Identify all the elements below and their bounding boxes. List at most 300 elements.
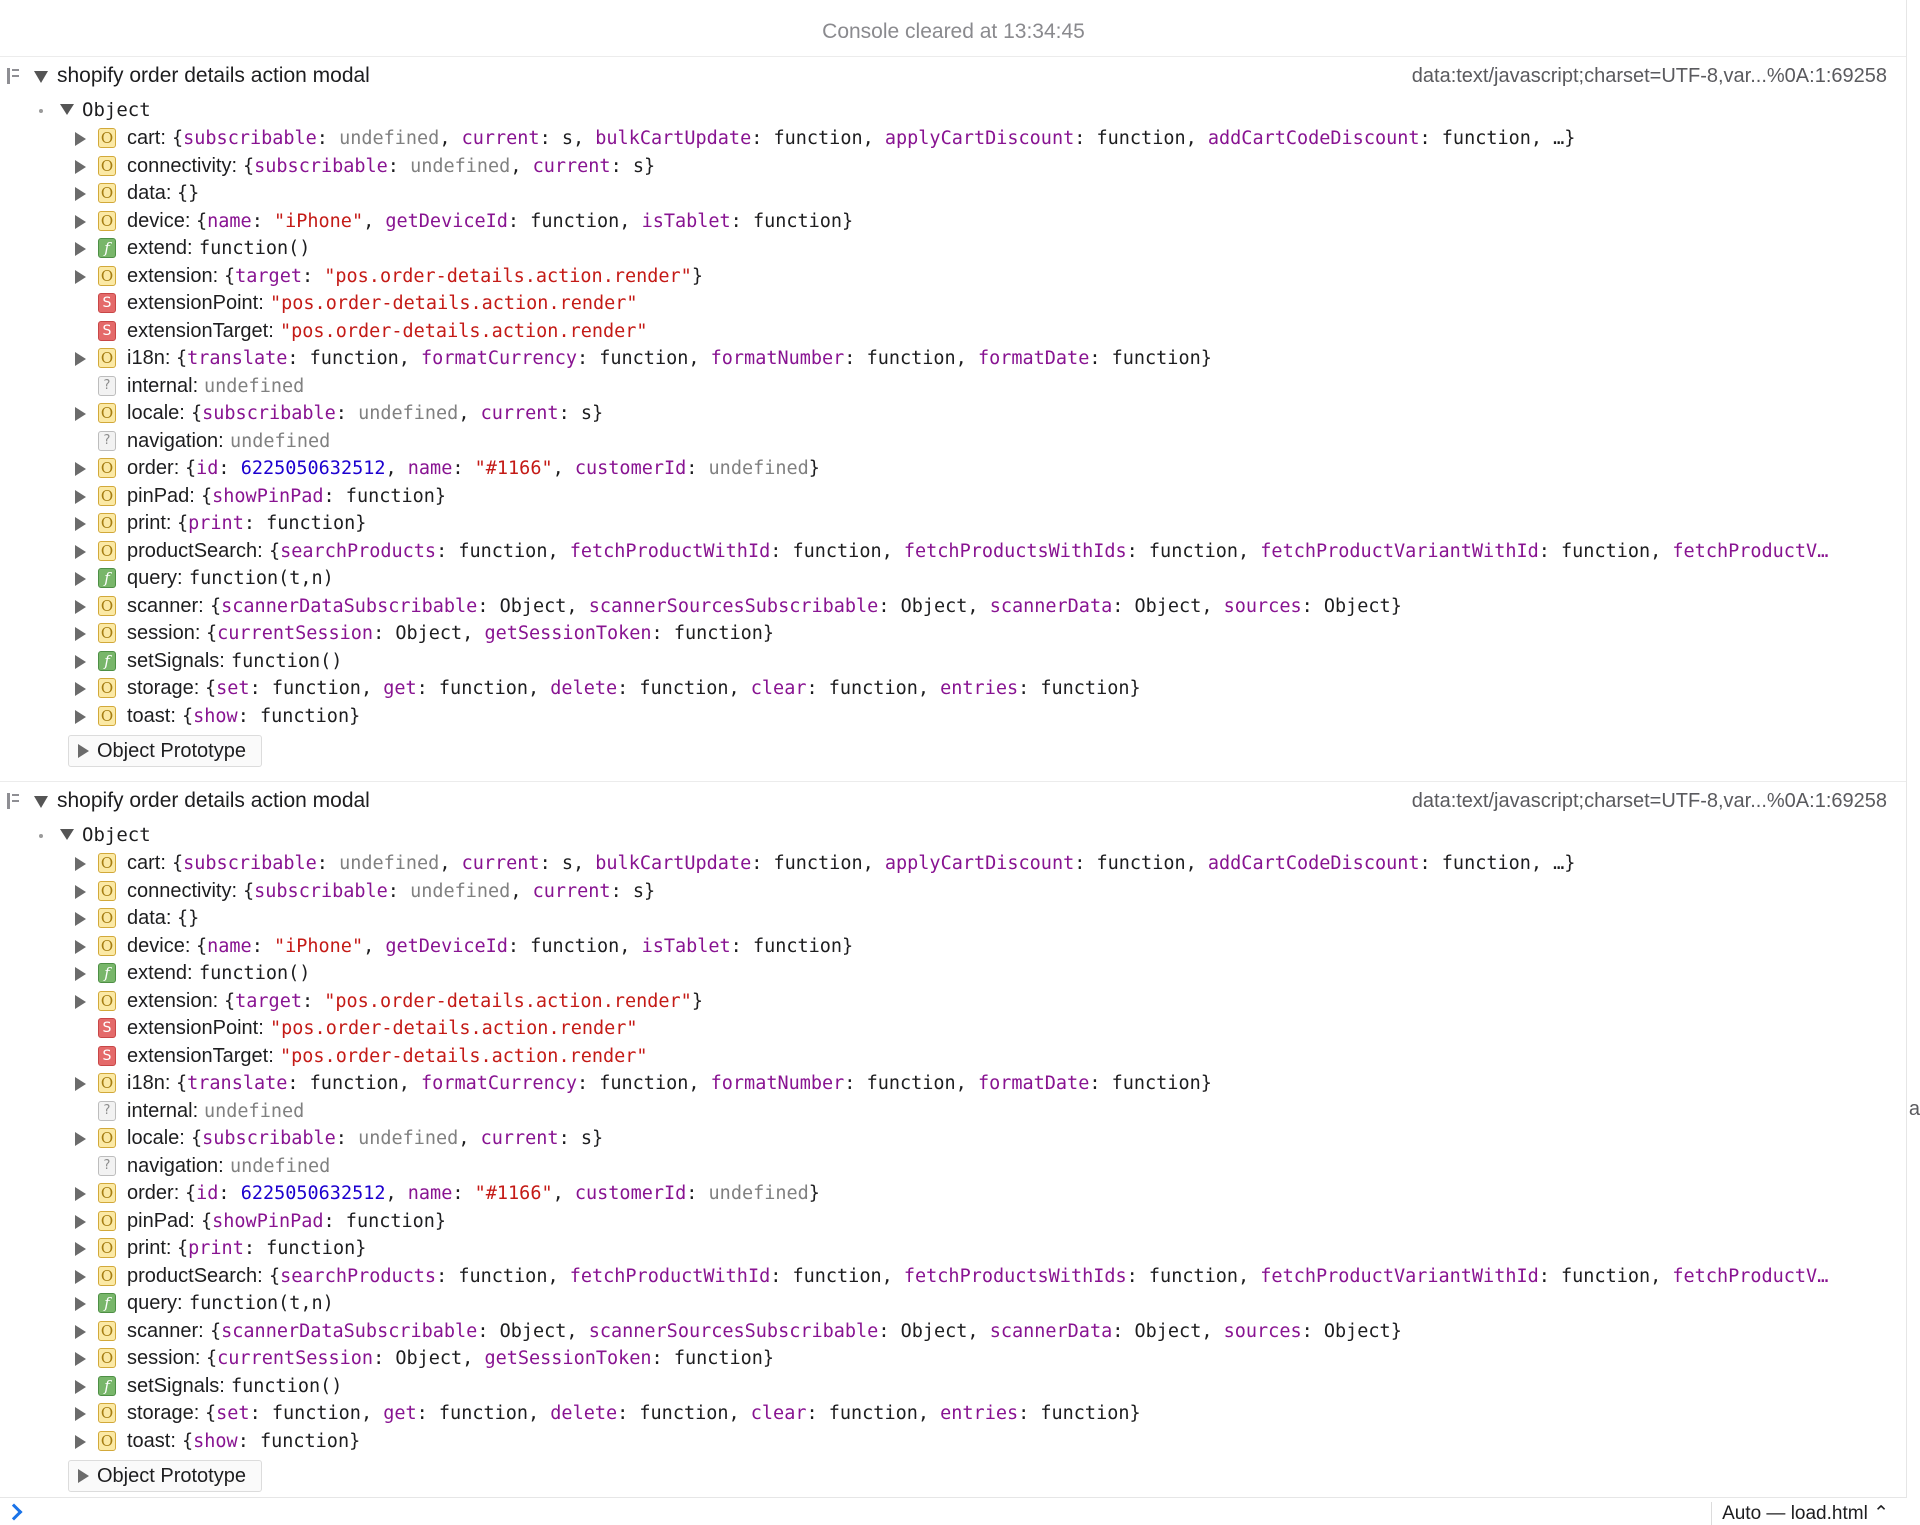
side-panel-edge-text: a xyxy=(1908,1098,1920,1120)
object-property-row[interactable] xyxy=(0,593,1907,621)
value-token: : xyxy=(452,458,475,479)
property-value xyxy=(270,1015,1877,1043)
type-badge-icon: O xyxy=(98,853,116,873)
value-token: : function, xyxy=(287,348,422,369)
object-property-row[interactable] xyxy=(0,455,1907,483)
expand-triangle-icon[interactable] xyxy=(75,490,86,504)
value-token: formatNumber xyxy=(710,348,845,369)
value-token: fetchProductVariantWithId xyxy=(1260,1265,1539,1287)
object-property-row[interactable] xyxy=(0,263,1907,291)
log-entry-header[interactable] xyxy=(0,57,1907,95)
value-token: : function, xyxy=(287,1073,422,1094)
expand-triangle-icon[interactable] xyxy=(75,885,86,899)
value-token: set xyxy=(216,678,250,699)
object-property-row[interactable] xyxy=(0,905,1907,933)
value-token: : function, xyxy=(806,678,941,699)
object-property-row[interactable] xyxy=(0,1373,1907,1401)
value-token: { xyxy=(172,128,184,149)
object-property-row[interactable] xyxy=(0,1180,1907,1208)
property-value xyxy=(189,1290,1877,1318)
value-token: id xyxy=(196,1183,219,1204)
value-token: current xyxy=(532,155,611,177)
value-token: { xyxy=(191,403,203,424)
object-property-row xyxy=(0,290,1907,318)
object-property-row[interactable] xyxy=(0,933,1907,961)
value-token: current xyxy=(461,128,540,149)
value-token: fetchProductV… xyxy=(1672,1265,1829,1287)
prompt-chevron-icon xyxy=(6,1504,23,1521)
value-token: scannerData xyxy=(989,595,1113,617)
expand-triangle-icon[interactable] xyxy=(75,1435,86,1449)
value-token: : xyxy=(686,1183,709,1204)
value-token: } xyxy=(808,458,820,479)
expand-triangle-icon[interactable] xyxy=(75,1297,86,1311)
value-token: function() xyxy=(231,650,343,672)
object-property-row[interactable] xyxy=(0,675,1907,703)
value-token: : xyxy=(387,880,411,902)
expand-triangle-icon[interactable] xyxy=(78,744,89,758)
value-token: : function} xyxy=(237,705,361,727)
value-token: "pos.order-details.action.render" xyxy=(280,1045,648,1067)
value-token: : Object, xyxy=(878,1320,990,1342)
expand-triangle-icon[interactable] xyxy=(75,1270,86,1284)
property-value xyxy=(201,483,1877,511)
type-badge-icon: S xyxy=(98,321,116,341)
value-token: id xyxy=(196,458,219,479)
expand-triangle-icon[interactable] xyxy=(75,1352,86,1366)
object-property-row[interactable] xyxy=(0,1318,1907,1346)
expand-triangle-icon[interactable] xyxy=(75,655,86,669)
property-name: query: xyxy=(127,567,183,589)
expand-triangle-icon[interactable] xyxy=(78,1469,89,1483)
value-token: subscribable xyxy=(254,155,388,177)
expand-triangle-icon[interactable] xyxy=(75,187,86,201)
value-token: searchProducts xyxy=(280,540,437,562)
object-property-row[interactable] xyxy=(0,620,1907,648)
collapse-triangle-icon[interactable] xyxy=(60,829,74,840)
value-token: addCartCodeDiscount xyxy=(1207,853,1420,874)
value-token: , xyxy=(385,458,408,479)
value-token: : function} xyxy=(1018,678,1141,699)
type-badge-icon: O xyxy=(98,1128,116,1148)
value-token: {} xyxy=(177,908,200,929)
type-badge-icon: ? xyxy=(98,376,116,396)
property-value xyxy=(224,988,1877,1016)
value-token: : s, xyxy=(539,853,596,874)
value-token: : function, xyxy=(1126,1265,1261,1287)
property-name: connectivity: xyxy=(127,879,238,902)
value-token: undefined xyxy=(339,853,440,874)
object-property-row[interactable] xyxy=(0,1263,1907,1291)
value-token: : function} xyxy=(323,485,447,507)
value-token: { xyxy=(185,1183,197,1204)
value-token: : function, xyxy=(576,1073,711,1094)
type-badge-icon: f xyxy=(98,1293,116,1313)
type-badge-icon: S xyxy=(98,1018,116,1038)
object-property-row[interactable] xyxy=(0,208,1907,236)
collapse-triangle-icon[interactable] xyxy=(60,104,74,115)
value-token: { xyxy=(176,348,188,369)
property-value xyxy=(201,1208,1877,1236)
property-name: navigation: xyxy=(127,429,224,452)
type-badge-icon: S xyxy=(98,293,116,313)
value-token: getDeviceId xyxy=(385,935,508,957)
property-value xyxy=(199,235,1877,263)
value-token: undefined xyxy=(230,1155,331,1177)
value-token: { xyxy=(224,265,236,287)
value-token: { xyxy=(201,1210,213,1232)
object-property-row[interactable] xyxy=(0,960,1907,988)
object-property-row[interactable] xyxy=(0,153,1907,181)
value-token: customerId xyxy=(574,1183,687,1204)
expand-triangle-icon[interactable] xyxy=(75,940,86,954)
expand-triangle-icon[interactable] xyxy=(75,160,86,174)
type-badge-icon: f xyxy=(98,963,116,983)
value-token: name xyxy=(407,1183,453,1204)
type-badge-icon: O xyxy=(98,678,116,698)
value-token: : function} xyxy=(1089,348,1212,369)
value-token: { xyxy=(201,485,213,507)
log-entry-source-link[interactable]: data:text/javascript;charset=UTF-8,var...%0A:1:69258 xyxy=(1411,790,1887,812)
object-property-row xyxy=(0,1153,1907,1181)
property-name: extensionTarget: xyxy=(127,319,274,342)
object-property-row[interactable] xyxy=(0,1208,1907,1236)
value-token: target xyxy=(235,265,302,287)
property-name: scanner: xyxy=(127,594,204,617)
property-name: internal: xyxy=(127,374,199,397)
value-token: "pos.order-details.action.render" xyxy=(270,293,638,314)
value-token: target xyxy=(235,990,302,1012)
expand-triangle-icon[interactable] xyxy=(75,270,86,284)
expand-triangle-icon[interactable] xyxy=(75,132,86,146)
prototype-label: Object Prototype xyxy=(97,1465,246,1487)
expand-triangle-icon[interactable] xyxy=(75,1215,86,1229)
vertical-scrollbar[interactable] xyxy=(1906,0,1920,1524)
value-token: scannerSourcesSubscribable xyxy=(588,595,879,617)
value-token: : Object, xyxy=(373,1348,485,1369)
value-token: : function, xyxy=(436,540,570,562)
property-name: storage: xyxy=(127,1402,200,1424)
value-token: { xyxy=(196,210,208,232)
expand-triangle-icon[interactable] xyxy=(75,710,86,724)
value-token: : function, …} xyxy=(1419,853,1576,874)
object-property-row[interactable] xyxy=(0,345,1907,373)
property-name: cart: xyxy=(127,127,166,149)
property-value xyxy=(210,1318,1877,1346)
value-token: : Object, xyxy=(1112,595,1224,617)
property-value xyxy=(231,1373,1877,1401)
property-value xyxy=(269,538,1877,566)
value-token: : Object, xyxy=(878,595,990,617)
log-entry-source-link[interactable]: data:text/javascript;charset=UTF-8,var...%0A:1:69258 xyxy=(1411,65,1887,87)
value-token: , xyxy=(510,155,533,177)
type-badge-icon: O xyxy=(98,541,116,561)
expand-triangle-icon[interactable] xyxy=(75,912,86,926)
property-value xyxy=(243,878,1877,906)
type-badge-icon: O xyxy=(98,1238,116,1258)
value-token: : function, xyxy=(249,678,384,699)
property-value xyxy=(205,1400,1877,1428)
property-value xyxy=(230,428,1877,456)
type-badge-icon: f xyxy=(98,1376,116,1396)
collapse-triangle-icon[interactable] xyxy=(34,796,48,808)
value-token: { xyxy=(243,880,255,902)
type-badge-icon: f xyxy=(98,238,116,258)
type-badge-icon: O xyxy=(98,1073,116,1093)
value-token: : function, xyxy=(1538,1265,1673,1287)
object-prototype-toggle[interactable] xyxy=(68,735,262,767)
expand-triangle-icon[interactable] xyxy=(75,682,86,696)
value-token: { xyxy=(182,1430,194,1452)
value-token: formatDate xyxy=(977,348,1090,369)
value-token: current xyxy=(461,853,540,874)
log-entry-header[interactable] xyxy=(0,782,1907,820)
value-token: : function, xyxy=(617,678,751,699)
value-token: : function, xyxy=(844,348,978,369)
value-token: bulkCartUpdate xyxy=(595,853,752,874)
object-property-row[interactable] xyxy=(0,125,1907,153)
value-token: : function} xyxy=(730,935,854,957)
value-token: subscribable xyxy=(254,880,388,902)
value-token: : xyxy=(316,128,340,149)
value-token: { xyxy=(269,540,281,562)
value-token: , xyxy=(439,128,462,149)
value-token: : function, xyxy=(751,128,885,149)
value-token: name xyxy=(207,935,252,957)
expand-triangle-icon[interactable] xyxy=(75,857,86,871)
property-name: print: xyxy=(127,512,172,534)
value-token: : xyxy=(335,403,359,424)
value-token: name xyxy=(407,458,453,479)
property-name: extensionPoint: xyxy=(127,1017,264,1039)
object-prototype-toggle[interactable] xyxy=(68,1460,262,1492)
object-property-row[interactable] xyxy=(0,850,1907,878)
property-name: pinPad: xyxy=(127,1209,195,1232)
value-token: : xyxy=(301,990,325,1012)
object-property-row[interactable] xyxy=(0,483,1907,511)
type-badge-icon: ? xyxy=(98,1156,116,1176)
type-badge-icon: O xyxy=(98,1431,116,1451)
type-badge-icon: O xyxy=(98,128,116,148)
value-token: : Object} xyxy=(1301,1320,1402,1342)
log-message-icon xyxy=(6,67,20,85)
value-token: } xyxy=(808,1183,820,1204)
object-property-row[interactable] xyxy=(0,235,1907,263)
type-badge-icon: O xyxy=(98,1266,116,1286)
property-value xyxy=(210,593,1877,621)
value-token: : function} xyxy=(323,1210,447,1232)
type-badge-icon: O xyxy=(98,458,116,478)
value-token: applyCartDiscount xyxy=(884,853,1075,874)
object-properties xyxy=(0,850,1907,1455)
object-property-row[interactable] xyxy=(0,538,1907,566)
value-token: getSessionToken xyxy=(484,1348,652,1369)
value-token: getDeviceId xyxy=(385,210,508,232)
value-token: clear xyxy=(750,678,807,699)
property-value xyxy=(177,905,1877,933)
value-token: function(t,n) xyxy=(189,568,334,589)
property-name: toast: xyxy=(127,704,176,727)
expand-triangle-icon[interactable] xyxy=(75,995,86,1009)
value-token: function() xyxy=(199,963,311,984)
value-token: : s} xyxy=(558,1128,604,1149)
object-label: Object xyxy=(82,824,151,846)
value-token: function() xyxy=(231,1375,343,1397)
property-value xyxy=(206,620,1877,648)
property-value xyxy=(176,1070,1877,1098)
object-property-row[interactable] xyxy=(0,180,1907,208)
value-token: get xyxy=(383,1403,417,1424)
value-token: subscribable xyxy=(202,1128,336,1149)
value-token: currentSession xyxy=(217,623,374,644)
value-token: , xyxy=(552,1183,575,1204)
property-name: internal: xyxy=(127,1099,199,1122)
property-name: toast: xyxy=(127,1429,176,1452)
value-token: : function, xyxy=(249,1403,384,1424)
value-token: sources xyxy=(1223,1320,1302,1342)
object-property-row[interactable] xyxy=(0,988,1907,1016)
expand-triangle-icon[interactable] xyxy=(75,600,86,614)
property-name: device: xyxy=(127,209,191,232)
expand-triangle-icon[interactable] xyxy=(75,627,86,641)
expand-triangle-icon[interactable] xyxy=(75,1407,86,1421)
type-badge-icon: O xyxy=(98,266,116,286)
value-token: show xyxy=(193,705,238,727)
expand-triangle-icon[interactable] xyxy=(75,352,86,366)
expand-triangle-icon[interactable] xyxy=(75,572,86,586)
value-token: "pos.order-details.action.render" xyxy=(324,990,692,1012)
value-token: get xyxy=(383,678,417,699)
expand-triangle-icon[interactable] xyxy=(75,1132,86,1146)
value-token: delete xyxy=(550,678,618,699)
expand-triangle-icon[interactable] xyxy=(75,1077,86,1091)
property-name: connectivity: xyxy=(127,154,238,177)
property-name: data: xyxy=(127,182,172,204)
value-token: : xyxy=(218,1183,241,1204)
value-token: undefined xyxy=(339,128,440,149)
expand-triangle-icon[interactable] xyxy=(75,545,86,559)
object-property-row[interactable] xyxy=(0,1235,1907,1263)
value-token: : xyxy=(218,458,241,479)
type-badge-icon: O xyxy=(98,706,116,726)
value-token: : xyxy=(301,265,325,287)
value-token: scannerSourcesSubscribable xyxy=(588,1320,879,1342)
value-token: "pos.order-details.action.render" xyxy=(280,320,648,342)
property-name: cart: xyxy=(127,852,166,874)
value-token: fetchProductsWithIds xyxy=(903,1265,1127,1287)
object-property-row[interactable] xyxy=(0,1428,1907,1456)
value-token: : function, xyxy=(416,678,551,699)
execution-context-selector[interactable]: Auto — load.html ⌃ xyxy=(1711,1502,1889,1525)
value-token: : s} xyxy=(610,155,656,177)
value-token: entries xyxy=(940,678,1019,699)
value-token: { xyxy=(210,1320,222,1342)
value-token: current xyxy=(480,403,559,424)
object-property-row[interactable] xyxy=(0,565,1907,593)
expand-triangle-icon[interactable] xyxy=(75,1380,86,1394)
log-message-icon xyxy=(6,792,20,810)
object-property-row[interactable] xyxy=(0,1400,1907,1428)
value-token: : function, xyxy=(751,853,885,874)
expand-triangle-icon[interactable] xyxy=(75,1187,86,1201)
collapse-triangle-icon[interactable] xyxy=(34,71,48,83)
property-value xyxy=(172,125,1877,153)
object-property-row[interactable] xyxy=(0,1070,1907,1098)
expand-triangle-icon[interactable] xyxy=(75,517,86,531)
type-badge-icon: O xyxy=(98,936,116,956)
expand-triangle-icon[interactable] xyxy=(75,1325,86,1339)
property-value xyxy=(177,1235,1877,1263)
object-root[interactable] xyxy=(0,95,1907,125)
value-token: currentSession xyxy=(217,1348,374,1369)
object-root[interactable] xyxy=(0,820,1907,850)
property-value xyxy=(230,1153,1877,1181)
object-property-row[interactable] xyxy=(0,703,1907,731)
property-value xyxy=(280,1043,1877,1071)
value-token: { xyxy=(210,595,222,617)
property-value xyxy=(204,373,1877,401)
console-log-entry xyxy=(0,57,1907,782)
value-token: : function, xyxy=(806,1403,941,1424)
value-token: : xyxy=(387,155,411,177)
value-token: fetchProductV… xyxy=(1672,540,1829,562)
value-token: : xyxy=(686,458,709,479)
value-token: {} xyxy=(177,183,200,204)
expand-triangle-icon[interactable] xyxy=(75,242,86,256)
property-name: setSignals: xyxy=(127,649,225,672)
value-token: } xyxy=(691,990,703,1012)
object-property-row[interactable] xyxy=(0,648,1907,676)
object-property-row[interactable] xyxy=(0,878,1907,906)
value-token: : xyxy=(251,935,274,957)
expand-triangle-icon[interactable] xyxy=(75,462,86,476)
value-token: function(t,n) xyxy=(189,1293,334,1314)
value-token: "iPhone" xyxy=(273,210,364,232)
value-token: show xyxy=(193,1430,238,1452)
property-value xyxy=(176,345,1877,373)
value-token: print xyxy=(188,1238,244,1259)
expand-triangle-icon[interactable] xyxy=(75,215,86,229)
property-value xyxy=(177,180,1877,208)
value-token: addCartCodeDiscount xyxy=(1207,128,1420,149)
console-prompt-bar[interactable] xyxy=(0,1497,1907,1524)
object-property-row[interactable] xyxy=(0,1125,1907,1153)
value-token: undefined xyxy=(204,1100,305,1122)
value-token: isTablet xyxy=(641,935,731,957)
value-token: { xyxy=(205,678,217,699)
object-property-row[interactable] xyxy=(0,510,1907,538)
value-token: , xyxy=(458,403,481,424)
type-badge-icon: O xyxy=(98,1183,116,1203)
expand-triangle-icon[interactable] xyxy=(75,407,86,421)
value-token: searchProducts xyxy=(280,1265,437,1287)
console-entries xyxy=(0,57,1907,1507)
type-badge-icon: ? xyxy=(98,431,116,451)
object-property-row[interactable] xyxy=(0,1290,1907,1318)
value-token: { xyxy=(172,853,184,874)
type-badge-icon: O xyxy=(98,596,116,616)
type-badge-icon: S xyxy=(98,1046,116,1066)
object-property-row[interactable] xyxy=(0,1345,1907,1373)
value-token: : s} xyxy=(610,880,656,902)
property-name: extension: xyxy=(127,264,219,287)
expand-triangle-icon[interactable] xyxy=(75,1242,86,1256)
expand-triangle-icon[interactable] xyxy=(75,967,86,981)
type-badge-icon: O xyxy=(98,881,116,901)
object-property-row[interactable] xyxy=(0,400,1907,428)
value-token: : Object, xyxy=(1112,1320,1224,1342)
value-token: scannerDataSubscribable xyxy=(221,595,478,617)
